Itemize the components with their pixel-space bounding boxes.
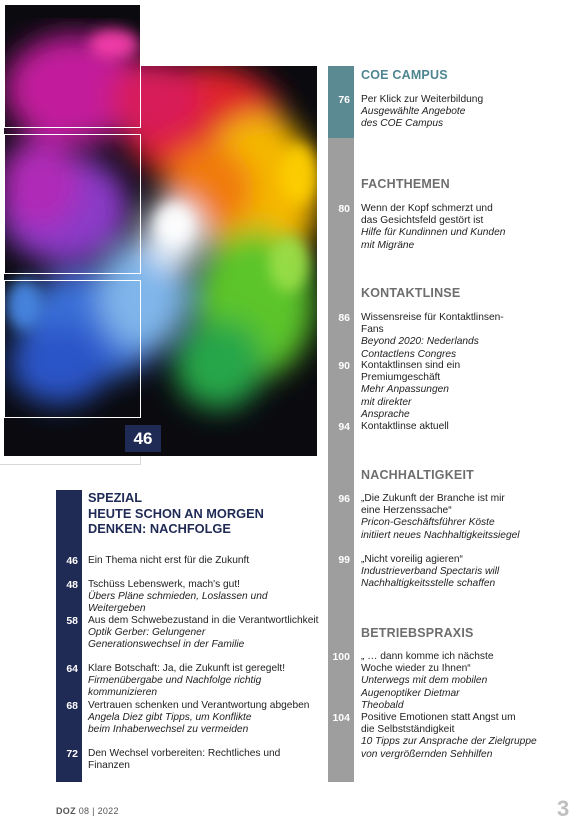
entry-subtitle: Beyond 2020: Nederlands Contactlens Congres: [361, 336, 479, 360]
toc-entry[interactable]: [361, 94, 571, 131]
entry-title: „Die Zukunft der Branche ist mir eine Herzenssache“: [361, 493, 505, 517]
entry-title: Kontaktlinsen sind ein Premiumgeschäft: [361, 360, 461, 384]
toc-entry[interactable]: [88, 555, 320, 567]
white-block: [140, 0, 330, 66]
entry-page-number: 68: [66, 700, 78, 712]
magazine-name: DOZ: [56, 806, 76, 816]
entry-title: Ein Thema nicht erst für die Zukunft: [88, 555, 250, 566]
toc-entry[interactable]: [361, 312, 521, 361]
entry-page-number: 86: [338, 312, 350, 324]
section-bar-gray: [328, 138, 354, 782]
entry-title: Wissensreise für Kontaktlinsen-Fans: [361, 312, 504, 336]
divider-line: [140, 456, 141, 465]
entry-subtitle: Pricon-Geschäftsführer Köste initiiert neues Nachhaltigkeitssiegel: [361, 517, 520, 541]
spezial-label: SPEZIAL: [88, 490, 143, 505]
toc-entry[interactable]: [88, 615, 320, 652]
entry-subtitle: Optik Gerber: Gelungener Generationswechsel in der Familie: [88, 627, 245, 651]
entry-subtitle: Mehr Anpassungen mit direkter Ansprache: [361, 384, 449, 420]
toc-entry[interactable]: [88, 748, 320, 772]
entry-subtitle: Firmenübergabe und Nachfolge richtig kommunizieren: [88, 675, 262, 699]
toc-entry[interactable]: [361, 493, 521, 542]
entry-page-number: 100: [332, 651, 350, 663]
section-title-fachthemen: FACHTHEMEN: [361, 177, 450, 191]
entry-title: Vertrauen schenken und Verantwortung abgeben: [88, 700, 310, 711]
entry-page-number: 58: [66, 615, 78, 627]
entry-title: „ … dann komme ich nächste Woche wieder zu Ihnen“: [361, 651, 494, 675]
toc-entry[interactable]: [361, 360, 466, 421]
toc-entry[interactable]: [88, 663, 320, 700]
entry-title: Positive Emotionen statt Angst um die Selbstständigkeit: [361, 712, 516, 736]
toc-entry[interactable]: [361, 421, 571, 433]
entry-page-number: 99: [338, 554, 350, 566]
hero-frame-middle: [4, 134, 141, 274]
entry-title: Den Wechsel vorbereiten: Rechtliches und Finanzen: [88, 748, 281, 772]
entry-subtitle: Industrieverband Spectaris will Nachhaltigkeitsstelle schaffen: [361, 566, 500, 590]
toc-entry[interactable]: [88, 579, 320, 616]
entry-page-number: 46: [66, 555, 78, 567]
toc-entry[interactable]: [361, 554, 521, 591]
toc-entry[interactable]: [88, 700, 320, 737]
entry-page-number: 104: [332, 712, 350, 724]
entry-title: Klare Botschaft: Ja, die Zukunft ist geregelt!: [88, 663, 286, 674]
entry-title: Wenn der Kopf schmerzt und das Gesichtsfeld gestört ist: [361, 203, 493, 227]
spezial-bar: [56, 490, 82, 782]
spezial-title-line1: HEUTE SCHON AN MORGEN: [88, 505, 264, 521]
entry-page-number: 96: [338, 493, 350, 505]
section-title-nachhaltigkeit: NACHHALTIGKEIT: [361, 468, 474, 482]
entry-page-number: 48: [66, 579, 78, 591]
spezial-heading: [88, 490, 308, 537]
entry-page-number: 76: [338, 94, 350, 106]
entry-subtitle: Angela Diez gibt Tipps, um Konflikte beim Inhaberwechsel zu vermeiden: [88, 712, 252, 736]
hero-frame-top: [4, 4, 141, 128]
toc-entry[interactable]: [361, 203, 511, 252]
entry-page-number: 72: [66, 748, 78, 760]
hero-image: [4, 4, 317, 456]
entry-page-number: 94: [338, 421, 350, 433]
entry-subtitle: Ausgewählte Angebote des COE Campus: [361, 106, 466, 130]
entry-subtitle: Unterwegs mit dem mobilen Augenoptiker Dietmar Theobald: [361, 675, 488, 711]
entry-title: Per Klick zur Weiterbildung: [361, 94, 484, 105]
toc-entry[interactable]: [361, 712, 546, 761]
spezial-title-line2: DENKEN: NACHFOLGE: [88, 521, 231, 537]
entry-title: „Nicht voreilig agieren“: [361, 554, 463, 565]
entry-subtitle: Hilfe für Kundinnen und Kunden mit Migräne: [361, 227, 506, 251]
entry-subtitle: 10 Tipps zur Ansprache der Zielgruppe von vergrößernden Sehhilfen: [361, 736, 537, 760]
hero-page-badge: 46: [125, 425, 161, 452]
hero-frame-bottom: [4, 280, 141, 418]
page-number: 3: [557, 796, 570, 821]
entry-subtitle: Übers Pläne schmieden, Loslassen und Weitergeben: [88, 591, 268, 615]
toc-entry[interactable]: [361, 651, 501, 712]
entry-title: Kontaktlinse aktuell: [361, 421, 449, 432]
section-title-kontaktlinse: KONTAKTLINSE: [361, 286, 461, 300]
entry-page-number: 64: [66, 663, 78, 675]
entry-title: Aus dem Schwebezustand in die Verantwortlichkeit: [88, 615, 319, 626]
issue-number: 08 | 2022: [78, 806, 119, 816]
entry-title: Tschüss Lebenswerk, mach's gut!: [88, 579, 240, 590]
entry-page-number: 90: [338, 360, 350, 372]
section-title-coe-campus: COE CAMPUS: [361, 68, 448, 82]
entry-page-number: 80: [338, 203, 350, 215]
section-title-betriebspraxis: BETRIEBSPRAXIS: [361, 626, 474, 640]
footer-issue: [56, 806, 119, 816]
divider-line: [0, 464, 140, 465]
